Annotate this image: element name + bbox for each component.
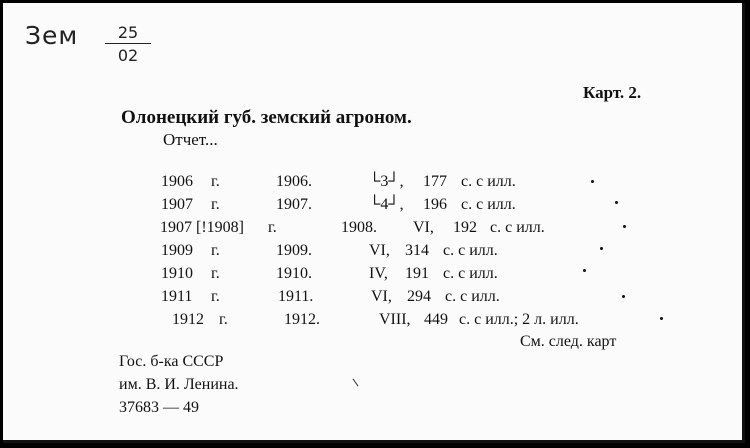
entry-pub-year: 1910. [276,265,312,282]
entry-year-suffix: г. [219,311,228,328]
entry-pages: 196 [423,196,447,213]
entry-year: 1911 [161,288,193,305]
entry-volume: VI, [371,288,392,305]
entry-year-suffix: г. [211,265,220,282]
entry-volume: └3┘, [369,173,404,190]
entry-tail: с. с илл. [445,288,500,305]
entry-tail: с. с илл.; 2 л. илл. [459,311,579,328]
mark-dot [660,317,663,320]
entry-pub-year: 1908. [341,219,377,236]
entry-pages: 294 [407,288,431,305]
library-line-2: им. В. И. Ленина. [119,376,239,393]
entry-volume: VIII, [379,311,411,328]
entry-year: 1912 [172,311,204,328]
catalog-card [3,3,745,443]
entry-volume: IV, [369,265,388,282]
entry-year: 1909 [161,242,193,259]
mark-dot [615,201,618,204]
entry-pub-year: 1912. [284,311,320,328]
fraction-bar [105,43,151,44]
library-line-3: 37683 — 49 [119,399,199,416]
mark-dot [623,225,626,228]
see-also-note: См. след. карт [520,333,617,350]
entry-tail: с. с илл. [461,196,516,213]
entry-pages: 191 [405,265,429,282]
entry-volume: VI, [413,219,434,236]
entry-pages: 314 [405,242,429,259]
entry-pub-year: 1909. [276,242,312,259]
entry-volume: └4┘, [369,196,404,213]
entry-year: 1906 [161,173,193,190]
entry-year-suffix: г. [211,173,220,190]
library-line-1: Гос. б-ка СССР [119,353,224,370]
card-title: Олонецкий губ. земский агроном. [121,107,412,128]
entry-pages: 177 [423,173,447,190]
entry-year-suffix: г. [268,219,277,236]
stray-mark [353,379,359,387]
mark-dot [600,247,603,250]
mark-dot [591,180,594,183]
entry-year: 1907 [!1908] [160,219,244,236]
entry-pages: 449 [424,311,448,328]
entry-pub-year: 1906. [276,173,312,190]
entry-pub-year: 1911. [278,288,314,305]
entry-tail: с. с илл. [490,219,545,236]
card-subtitle: Отчет... [163,130,218,149]
handwritten-fraction [105,23,151,65]
entry-year: 1910 [161,265,193,282]
entry-tail: с. с илл. [443,265,498,282]
entry-year-suffix: г. [211,242,220,259]
entry-year: 1907 [161,196,193,213]
card-number: Карт. 2. [583,83,642,102]
entry-year-suffix: г. [211,196,220,213]
handwritten-code: Зем [25,21,79,50]
mark-dot [583,269,586,272]
entry-year-suffix: г. [211,288,220,305]
entry-pages: 192 [453,219,477,236]
mark-dot [622,295,625,298]
entry-tail: с. с илл. [443,242,498,259]
fraction-numerator: 25 [117,23,139,42]
entry-volume: VI, [369,242,390,259]
fraction-denominator: 02 [117,46,139,65]
entry-pub-year: 1907. [276,196,312,213]
entry-tail: с. с илл. [461,173,516,190]
